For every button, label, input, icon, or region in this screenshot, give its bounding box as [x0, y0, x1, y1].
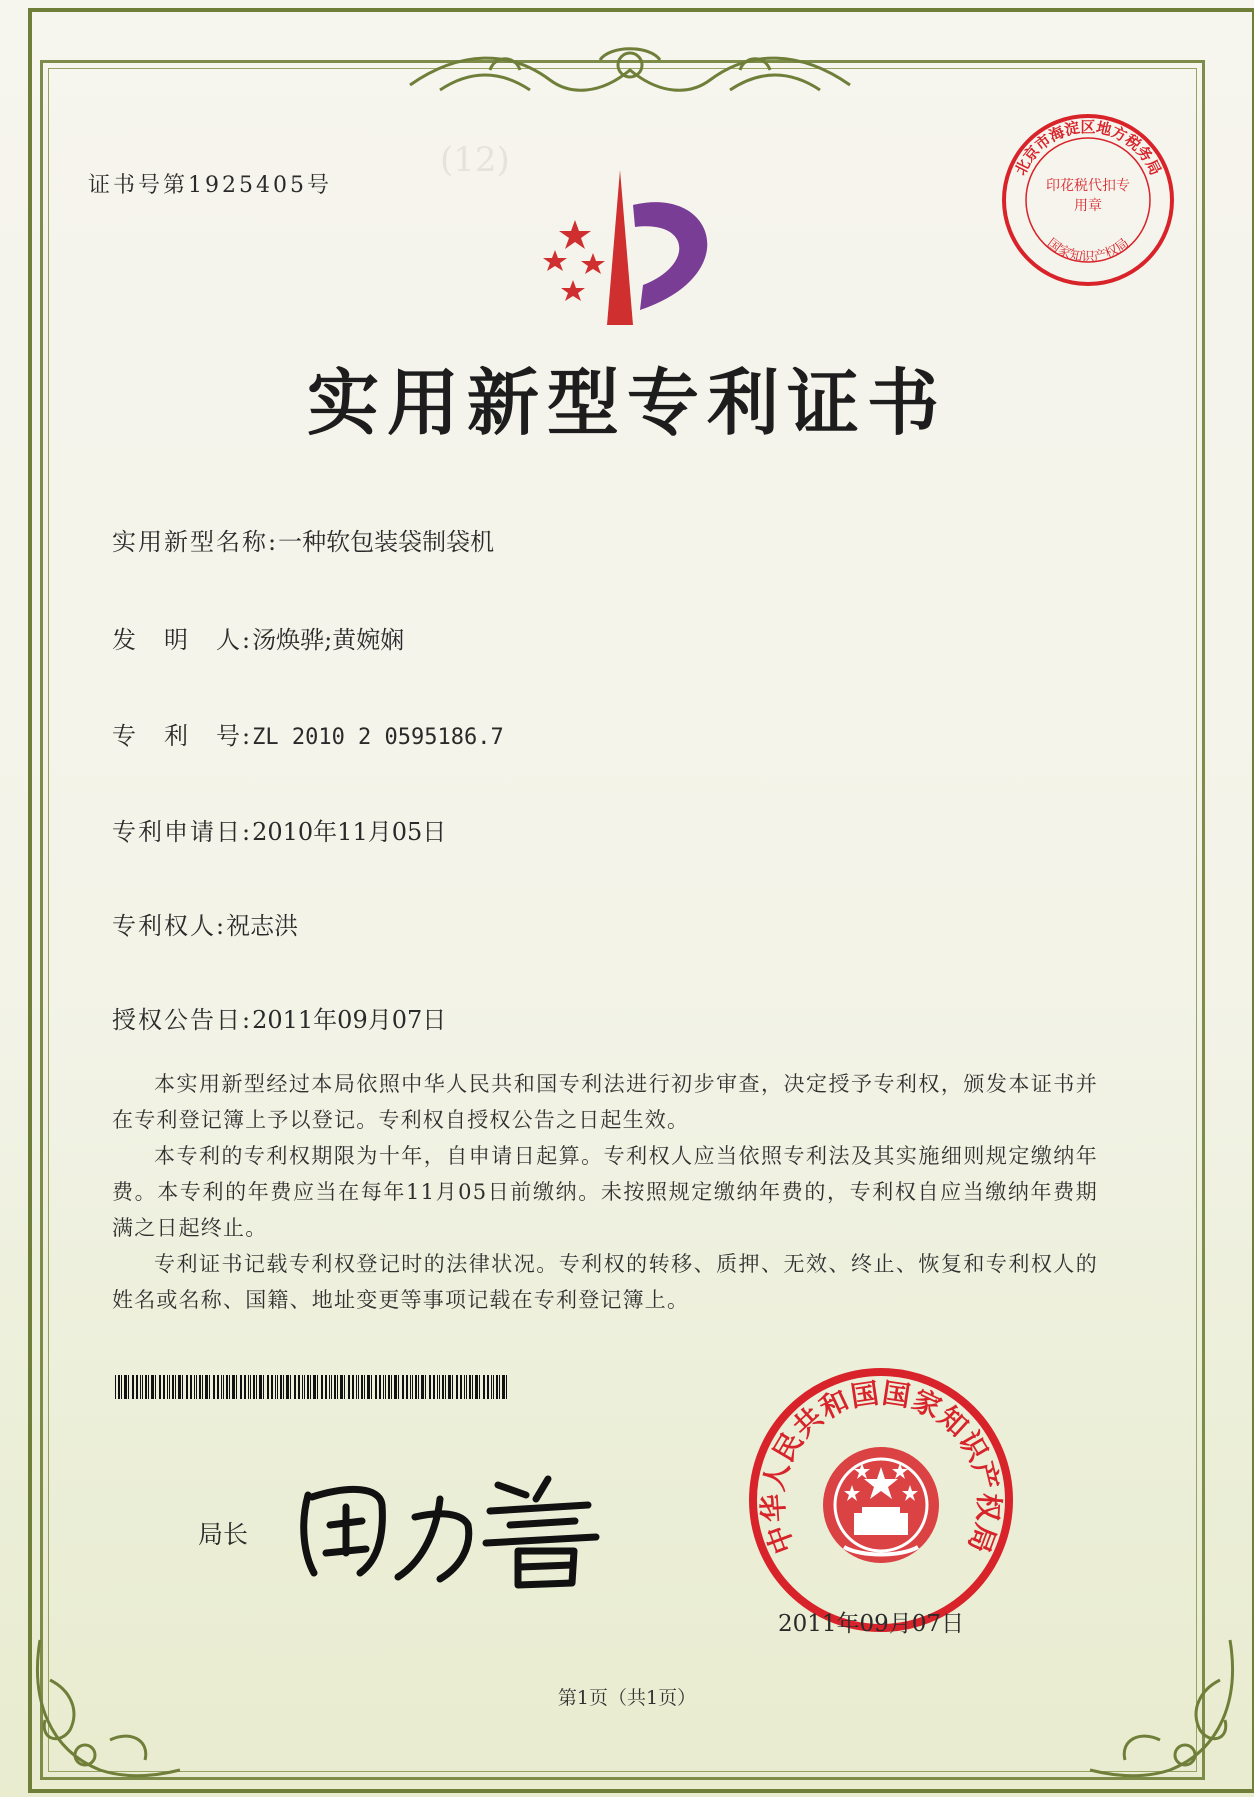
barcode-bar [325, 1375, 327, 1399]
barcode-bar [172, 1375, 174, 1399]
barcode-bar [253, 1375, 255, 1399]
barcode-bar [487, 1375, 489, 1399]
barcode-bar [209, 1375, 210, 1399]
barcode-bar [124, 1375, 127, 1399]
barcode-bar [496, 1375, 498, 1399]
barcode-bar [499, 1375, 500, 1399]
barcode-bar [302, 1375, 303, 1399]
barcode-bar [469, 1375, 471, 1399]
barcode-bar [452, 1375, 453, 1399]
barcode-bar [502, 1375, 505, 1399]
seal-date: 2011年09月07日 [778, 1611, 965, 1637]
barcode-bar [371, 1375, 372, 1399]
barcode-bar [340, 1375, 343, 1399]
barcode-bar [256, 1375, 257, 1399]
barcode-bar [439, 1375, 440, 1399]
field-patent-number [112, 716, 504, 751]
barcode-bar [391, 1375, 392, 1399]
barcode-bar [115, 1375, 116, 1399]
barcode-bar [223, 1375, 224, 1399]
barcode-bar [429, 1375, 431, 1399]
barcode-bar [313, 1375, 316, 1399]
barcode-bar [236, 1375, 237, 1399]
barcode-bar [460, 1375, 462, 1399]
barcode-bar [244, 1375, 246, 1399]
barcode-bar [329, 1375, 330, 1399]
barcode-bar [202, 1375, 203, 1399]
barcode-bar [415, 1375, 417, 1399]
barcode-bar [421, 1375, 424, 1399]
field-utility-model-name [112, 522, 494, 557]
barcode-bar [442, 1375, 444, 1399]
barcode-bar [151, 1375, 154, 1399]
barcode-bar [310, 1375, 311, 1399]
barcode-bar [263, 1375, 264, 1399]
barcode-bar [145, 1375, 147, 1399]
barcode-bar [367, 1375, 370, 1399]
barcode-bar [344, 1375, 345, 1399]
barcode-bar [425, 1375, 426, 1399]
barcode-bar [398, 1375, 399, 1399]
field-value: ZL 2010 2 0595186.7 [252, 725, 504, 750]
barcode-bar [167, 1375, 168, 1399]
barcode-bar [475, 1375, 478, 1399]
barcode-bar [159, 1375, 161, 1399]
barcode-bar [163, 1375, 165, 1399]
field-label: 专利申请日: [112, 818, 253, 846]
barcode-bar [148, 1375, 149, 1399]
barcode-bar [348, 1375, 350, 1399]
field-inventor [112, 620, 404, 655]
barcode-bar [226, 1375, 228, 1399]
barcode-bar [307, 1375, 309, 1399]
barcode-bar [286, 1375, 289, 1399]
barcode-bar [479, 1375, 480, 1399]
barcode-bar [128, 1375, 129, 1399]
field-value: 一种软包装袋制袋机 [278, 528, 495, 556]
barcode-bar [136, 1375, 138, 1399]
barcode-bar [142, 1375, 143, 1399]
tax-stamp-bottom-text: 国家知识产权局 [1043, 236, 1133, 266]
field-value: 2011年09月07日 [252, 1006, 447, 1034]
barcode-bar [229, 1375, 230, 1399]
barcode-bar [472, 1375, 473, 1399]
barcode-bar [199, 1375, 201, 1399]
barcode-bar [385, 1375, 386, 1399]
patent-office-logo-icon [515, 165, 730, 330]
barcode-bar [361, 1375, 363, 1399]
barcode-bar [331, 1375, 332, 1399]
background-watermark: (12) [440, 140, 510, 180]
barcode-bar [155, 1375, 156, 1399]
field-label: 专 利 号: [112, 722, 253, 750]
barcode-bar [483, 1375, 485, 1399]
barcode-bar [175, 1375, 176, 1399]
field-value: 祝志洪 [226, 912, 299, 940]
barcode-bar [491, 1375, 492, 1399]
barcode-bar [190, 1375, 192, 1399]
barcode-bar [182, 1375, 183, 1399]
barcode-bar [437, 1375, 438, 1399]
field-label: 发 明 人: [112, 626, 253, 654]
barcode-bar [250, 1375, 251, 1399]
barcode-bar [388, 1375, 390, 1399]
barcode-bar [466, 1375, 467, 1399]
barcode-bar [194, 1375, 195, 1399]
barcode-bar [240, 1375, 242, 1399]
body-paragraph: 本专利的专利权期限为十年，自申请日起算。专利权人应当依照专利法及其实施细则规定缴纳年费。本专利的年费应当在每年11月05日前缴纳。未按照规定缴纳年费的，专利权自应当缴纳年费期满之日起终止。 [112, 1144, 1098, 1240]
page-title: 实用新型专利证书 [306, 360, 947, 445]
barcode-bar [506, 1375, 507, 1399]
barcode-bar [275, 1375, 276, 1399]
barcode-bar [294, 1375, 296, 1399]
barcode-bar [277, 1375, 278, 1399]
barcode-bar [375, 1375, 377, 1399]
barcode-bar [205, 1375, 208, 1399]
barcode-bar [298, 1375, 300, 1399]
official-seal-icon [746, 1365, 1016, 1635]
barcode-bar [169, 1375, 170, 1399]
tax-stamp-center-text: 印花税代扣专用章 [1046, 178, 1130, 214]
barcode-bar [248, 1375, 249, 1399]
barcode-bar [383, 1375, 384, 1399]
barcode-bar [418, 1375, 419, 1399]
barcode-bar [406, 1375, 408, 1399]
barcode-bar [321, 1375, 323, 1399]
barcode-bar [283, 1375, 284, 1399]
barcode-bar [448, 1375, 451, 1399]
barcode-bar [445, 1375, 446, 1399]
barcode-bar [304, 1375, 305, 1399]
barcode-bar [118, 1375, 120, 1399]
barcode-bar [358, 1375, 359, 1399]
barcode-bar [217, 1375, 219, 1399]
barcode-bar [379, 1375, 381, 1399]
barcode-bar [456, 1375, 458, 1399]
body-paragraph: 本实用新型经过本局依照中华人民共和国专利法进行初步审查，决定授予专利权，颁发本证书并在专利登记簿上予以登记。专利权自授权公告之日起生效。 [112, 1072, 1098, 1132]
barcode-bar [334, 1375, 336, 1399]
barcode-bar [140, 1375, 141, 1399]
barcode-bar [280, 1375, 282, 1399]
barcode-bar [271, 1375, 273, 1399]
barcode-bar [412, 1375, 413, 1399]
barcode-bar [464, 1375, 465, 1399]
tax-stamp-ring-text: 北京市海淀区地方税务局 [1011, 118, 1165, 179]
barcode-bar [493, 1375, 494, 1399]
field-value: 2010年11月05日 [252, 818, 447, 846]
field-value: 汤焕骅;黄婉娴 [252, 626, 405, 654]
barcode-bar [232, 1375, 235, 1399]
field-label: 授权公告日: [112, 1006, 253, 1034]
barcode-bar [364, 1375, 365, 1399]
page-footer: 第1页（共1页） [557, 1687, 697, 1709]
svg-text:国家知识产权局 [1044, 236, 1132, 265]
field-grant-date [112, 1000, 446, 1035]
barcode-bar [433, 1375, 435, 1399]
top-ornament-icon [400, 40, 860, 110]
barcode-bar [402, 1375, 404, 1399]
field-patentee [112, 906, 298, 941]
barcode-bar [213, 1375, 215, 1399]
barcode-bar [352, 1375, 354, 1399]
certificate-number: 证书号第1925405号 [88, 173, 332, 198]
body-paragraph: 专利证书记载专利权登记时的法律状况。专利权的转移、质押、无效、终止、恢复和专利权人的姓名或名称、国籍、地址变更等事项记载在专利登记簿上。 [112, 1252, 1098, 1312]
barcode-bar [121, 1375, 122, 1399]
director-label: 局长 [198, 1520, 249, 1549]
barcode-bar [317, 1375, 318, 1399]
barcode-bar [394, 1375, 397, 1399]
field-label: 实用新型名称: [112, 528, 279, 556]
barcode-bar [259, 1375, 262, 1399]
barcode-bar [267, 1375, 269, 1399]
official-seal-text: 中华人民共和国国家知识产权局 [756, 1376, 1006, 1559]
barcode-bar [186, 1375, 188, 1399]
barcode-bar [410, 1375, 411, 1399]
barcode-bar [290, 1375, 291, 1399]
barcode-bar [356, 1375, 357, 1399]
certificate-body [112, 1066, 1098, 1318]
barcode-icon [115, 1375, 510, 1399]
barcode-bar [178, 1375, 181, 1399]
barcode-bar [337, 1375, 338, 1399]
barcode-bar [221, 1375, 222, 1399]
barcode-bar [132, 1375, 134, 1399]
field-label: 专利权人: [112, 912, 227, 940]
tax-stamp-icon [998, 110, 1178, 290]
director-signature [290, 1455, 610, 1595]
field-application-date [112, 812, 446, 847]
barcode-bar [196, 1375, 197, 1399]
